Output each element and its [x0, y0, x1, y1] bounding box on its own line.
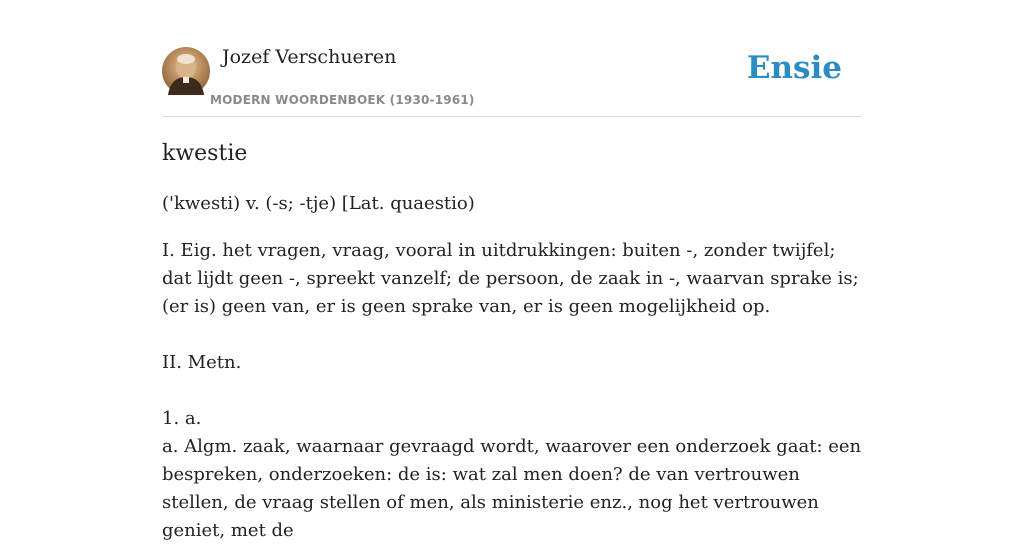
site-header [162, 40, 862, 117]
definition-paragraph: I. Eig. het vragen, vraag, vooral in uitdrukkingen: buiten -, zonder twijfel; dat lijdt geen -, spreekt vanzelf; de persoon, de zaak in -, waarvan sprake is; (er is) geen van, er is geen sprake van, er is geen mogelijkheid op. [162, 240, 859, 317]
paragraph-gap [162, 377, 862, 405]
dictionary-name[interactable]: MODERN WOORDENBOEK (1930-1961) [210, 93, 475, 107]
ensie-logo[interactable]: Ensie [746, 50, 842, 86]
entry-content [162, 138, 862, 545]
entry-pronunciation: ('kwesti) v. (-s; -tje) [Lat. quaestio) [162, 193, 475, 214]
author-avatar[interactable] [162, 47, 210, 95]
paragraph-gap [162, 321, 862, 349]
author-name[interactable]: Jozef Verschueren [222, 46, 397, 68]
definition-paragraph: II. Metn. [162, 352, 242, 373]
entry-term: kwestie [162, 141, 248, 166]
definition-paragraph: a. Algm. zaak, waarnaar gevraagd wordt, waarover een onderzoek gaat: een bespreken, onderzoeken: de is: wat zal men doen? de van vertrouwen stellen, de vraag stellen of men, als ministerie enz., nog het vertrouwen geniet, met de [162, 436, 862, 541]
entry-definition [162, 237, 862, 545]
definition-paragraph: 1. a. [162, 408, 202, 429]
